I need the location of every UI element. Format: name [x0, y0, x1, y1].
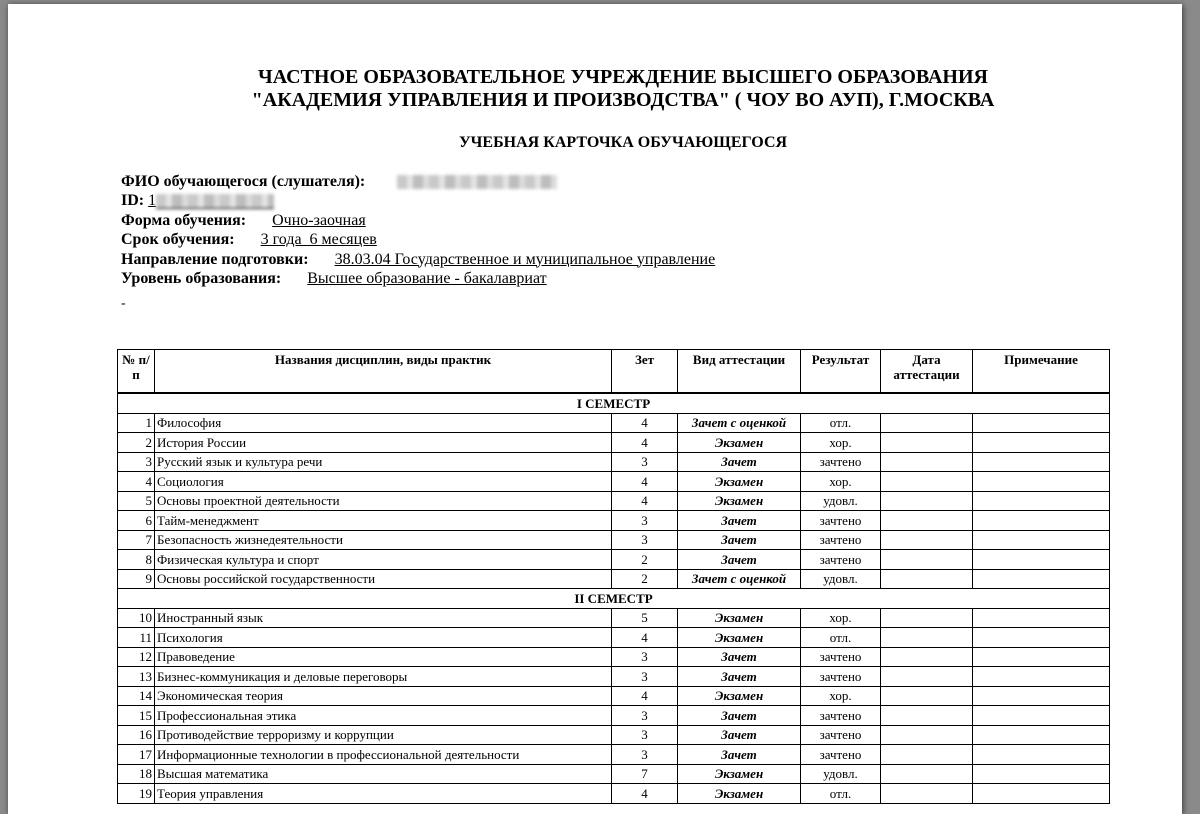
attestation-date — [881, 433, 973, 453]
attestation-type: Зачет — [678, 745, 801, 765]
zet-value: 3 — [612, 706, 678, 726]
level-row — [121, 269, 715, 288]
attestation-date — [881, 511, 973, 531]
term-value: 3 года 6 месяцев — [260, 231, 377, 249]
id-prefix: 1 — [148, 192, 157, 210]
attestation-type: Зачет — [678, 725, 801, 745]
attestation-date — [881, 725, 973, 745]
zet-value: 3 — [612, 667, 678, 687]
attestation-type: Зачет с оценкой — [678, 413, 801, 433]
note — [973, 764, 1110, 784]
result-value: хор. — [801, 472, 881, 492]
zet-value: 4 — [612, 784, 678, 804]
table-row — [118, 628, 1110, 648]
note — [973, 472, 1110, 492]
table-row — [118, 608, 1110, 628]
discipline-name: Профессиональная этика — [155, 706, 612, 726]
row-number: 1 — [118, 413, 155, 433]
discipline-name: Психология — [155, 628, 612, 648]
attestation-date — [881, 686, 973, 706]
row-number: 19 — [118, 784, 155, 804]
note — [973, 667, 1110, 687]
fio-row — [121, 172, 715, 191]
col-name-header: Названия дисциплин, виды практик — [155, 350, 612, 394]
table-row — [118, 491, 1110, 511]
zet-value: 3 — [612, 452, 678, 472]
col-date-header: Дата аттестации — [881, 350, 973, 394]
term-row — [121, 230, 715, 249]
table-row — [118, 472, 1110, 492]
discipline-name: Основы российской государственности — [155, 569, 612, 589]
table-body — [118, 393, 1110, 803]
student-info — [121, 172, 715, 288]
grades-table — [117, 349, 1110, 804]
row-number: 13 — [118, 667, 155, 687]
direction-row — [121, 250, 715, 269]
result-value: отл. — [801, 413, 881, 433]
discipline-name: Противодействие терроризму и коррупции — [155, 725, 612, 745]
attestation-type: Экзамен — [678, 784, 801, 804]
semester-1-label: I СЕМЕСТР — [118, 393, 1110, 413]
attestation-type: Зачет — [678, 511, 801, 531]
table-row — [118, 764, 1110, 784]
table-row — [118, 706, 1110, 726]
row-number: 12 — [118, 647, 155, 667]
note — [973, 491, 1110, 511]
fio-label: ФИО обучающегося (слушателя): — [121, 173, 366, 190]
result-value: хор. — [801, 686, 881, 706]
discipline-name: Физическая культура и спорт — [155, 550, 612, 570]
result-value: зачтено — [801, 667, 881, 687]
note — [973, 413, 1110, 433]
row-number: 9 — [118, 569, 155, 589]
result-value: зачтено — [801, 706, 881, 726]
attestation-date — [881, 491, 973, 511]
zet-value: 3 — [612, 725, 678, 745]
zet-value: 7 — [612, 764, 678, 784]
attestation-date — [881, 452, 973, 472]
attestation-type: Экзамен — [678, 472, 801, 492]
attestation-date — [881, 628, 973, 648]
attestation-type: Зачет — [678, 452, 801, 472]
zet-value: 3 — [612, 511, 678, 531]
zet-value: 2 — [612, 569, 678, 589]
stray-dash: - — [121, 296, 126, 311]
zet-value: 4 — [612, 472, 678, 492]
result-value: хор. — [801, 608, 881, 628]
id-label: ID: — [121, 192, 145, 210]
row-number: 8 — [118, 550, 155, 570]
note — [973, 725, 1110, 745]
note — [973, 647, 1110, 667]
direction-label: Направление подготовки: — [121, 250, 309, 268]
table-row — [118, 745, 1110, 765]
attestation-date — [881, 647, 973, 667]
table-row — [118, 452, 1110, 472]
result-value: зачтено — [801, 745, 881, 765]
attestation-type: Зачет с оценкой — [678, 569, 801, 589]
semester-row — [118, 589, 1110, 609]
result-value: отл. — [801, 784, 881, 804]
discipline-name: Экономическая теория — [155, 686, 612, 706]
zet-value: 4 — [612, 433, 678, 453]
zet-value: 4 — [612, 413, 678, 433]
table-row — [118, 413, 1110, 433]
result-value: зачтено — [801, 647, 881, 667]
note — [973, 608, 1110, 628]
row-number: 18 — [118, 764, 155, 784]
row-number: 16 — [118, 725, 155, 745]
discipline-name: Тайм-менеджмент — [155, 511, 612, 531]
discipline-name: Основы проектной деятельности — [155, 491, 612, 511]
row-number: 10 — [118, 608, 155, 628]
row-number: 11 — [118, 628, 155, 648]
form-label: Форма обучения: — [121, 211, 247, 229]
attestation-type: Экзамен — [678, 491, 801, 511]
fio-redacted — [397, 175, 557, 189]
institution-title-line2: "АКАДЕМИЯ УПРАВЛЕНИЯ И ПРОИЗВОДСТВА" ( ЧОУ ВО АУП), Г.МОСКВА — [251, 89, 995, 111]
zet-value: 5 — [612, 608, 678, 628]
col-note-header: Примечание — [973, 350, 1110, 394]
attestation-type: Экзамен — [678, 433, 801, 453]
table-row — [118, 647, 1110, 667]
row-number: 2 — [118, 433, 155, 453]
level-value: Высшее образование - бакалавриат — [307, 269, 547, 287]
attestation-type: Зачет — [678, 550, 801, 570]
discipline-name: Социология — [155, 472, 612, 492]
attestation-type: Зачет — [678, 530, 801, 550]
zet-value: 4 — [612, 686, 678, 706]
id-redacted — [156, 194, 274, 209]
zet-value: 3 — [612, 530, 678, 550]
table-row — [118, 433, 1110, 453]
id-row — [121, 191, 715, 210]
table-row — [118, 569, 1110, 589]
zet-value: 2 — [612, 550, 678, 570]
result-value: зачтено — [801, 452, 881, 472]
table-row — [118, 511, 1110, 531]
form-row — [121, 211, 715, 230]
note — [973, 784, 1110, 804]
term-label: Срок обучения: — [121, 231, 235, 249]
attestation-date — [881, 667, 973, 687]
attestation-date — [881, 745, 973, 765]
zet-value: 4 — [612, 628, 678, 648]
note — [973, 706, 1110, 726]
note — [973, 550, 1110, 570]
discipline-name: Бизнес-коммуникация и деловые переговоры — [155, 667, 612, 687]
table-row — [118, 530, 1110, 550]
zet-value: 4 — [612, 491, 678, 511]
note — [973, 686, 1110, 706]
row-number: 3 — [118, 452, 155, 472]
note — [973, 530, 1110, 550]
discipline-name: Информационные технологии в профессиональной деятельности — [155, 745, 612, 765]
note — [973, 511, 1110, 531]
discipline-name: Теория управления — [155, 784, 612, 804]
result-value: удовл. — [801, 569, 881, 589]
institution-title-line1: ЧАСТНОЕ ОБРАЗОВАТЕЛЬНОЕ УЧРЕЖДЕНИЕ ВЫСШЕГО ОБРАЗОВАНИЯ — [258, 66, 988, 88]
discipline-name: Русский язык и культура речи — [155, 452, 612, 472]
result-value: зачтено — [801, 725, 881, 745]
result-value: зачтено — [801, 511, 881, 531]
attestation-date — [881, 764, 973, 784]
attestation-date — [881, 569, 973, 589]
row-number: 14 — [118, 686, 155, 706]
direction-value: 38.03.04 Государственное и муниципальное управление — [334, 250, 716, 268]
attestation-date — [881, 472, 973, 492]
discipline-name: Высшая математика — [155, 764, 612, 784]
col-att-header: Вид аттестации — [678, 350, 801, 394]
col-zet-header: Зет — [612, 350, 678, 394]
discipline-name: Философия — [155, 413, 612, 433]
attestation-date — [881, 413, 973, 433]
form-value: Очно-заочная — [272, 211, 366, 229]
result-value: удовл. — [801, 491, 881, 511]
table-row — [118, 686, 1110, 706]
level-label: Уровень образования: — [121, 269, 282, 287]
result-value: удовл. — [801, 764, 881, 784]
result-value: хор. — [801, 433, 881, 453]
attestation-type: Экзамен — [678, 608, 801, 628]
table-row — [118, 784, 1110, 804]
row-number: 7 — [118, 530, 155, 550]
card-title: УЧЕБНАЯ КАРТОЧКА ОБУЧАЮЩЕГОСЯ — [458, 134, 788, 151]
col-num-header: № п/п — [118, 350, 155, 394]
note — [973, 452, 1110, 472]
semester-2-label: II СЕМЕСТР — [118, 589, 1110, 609]
row-number: 17 — [118, 745, 155, 765]
attestation-date — [881, 530, 973, 550]
attestation-type: Зачет — [678, 667, 801, 687]
result-value: зачтено — [801, 530, 881, 550]
attestation-type: Зачет — [678, 647, 801, 667]
row-number: 4 — [118, 472, 155, 492]
attestation-type: Экзамен — [678, 764, 801, 784]
note — [973, 433, 1110, 453]
row-number: 15 — [118, 706, 155, 726]
col-result-header: Результат — [801, 350, 881, 394]
discipline-name: История России — [155, 433, 612, 453]
result-value: отл. — [801, 628, 881, 648]
attestation-type: Экзамен — [678, 628, 801, 648]
discipline-name: Иностранный язык — [155, 608, 612, 628]
discipline-name: Безопасность жизнедеятельности — [155, 530, 612, 550]
table-row — [118, 550, 1110, 570]
discipline-name: Правоведение — [155, 647, 612, 667]
attestation-date — [881, 550, 973, 570]
document-page — [8, 4, 1182, 814]
attestation-date — [881, 706, 973, 726]
table-row — [118, 725, 1110, 745]
attestation-date — [881, 784, 973, 804]
row-number: 5 — [118, 491, 155, 511]
table-header-row — [118, 350, 1110, 394]
attestation-type: Зачет — [678, 706, 801, 726]
zet-value: 3 — [612, 745, 678, 765]
table-row — [118, 667, 1110, 687]
zet-value: 3 — [612, 647, 678, 667]
attestation-type: Экзамен — [678, 686, 801, 706]
note — [973, 628, 1110, 648]
note — [973, 745, 1110, 765]
attestation-date — [881, 608, 973, 628]
result-value: зачтено — [801, 550, 881, 570]
note — [973, 569, 1110, 589]
semester-row — [118, 393, 1110, 413]
row-number: 6 — [118, 511, 155, 531]
